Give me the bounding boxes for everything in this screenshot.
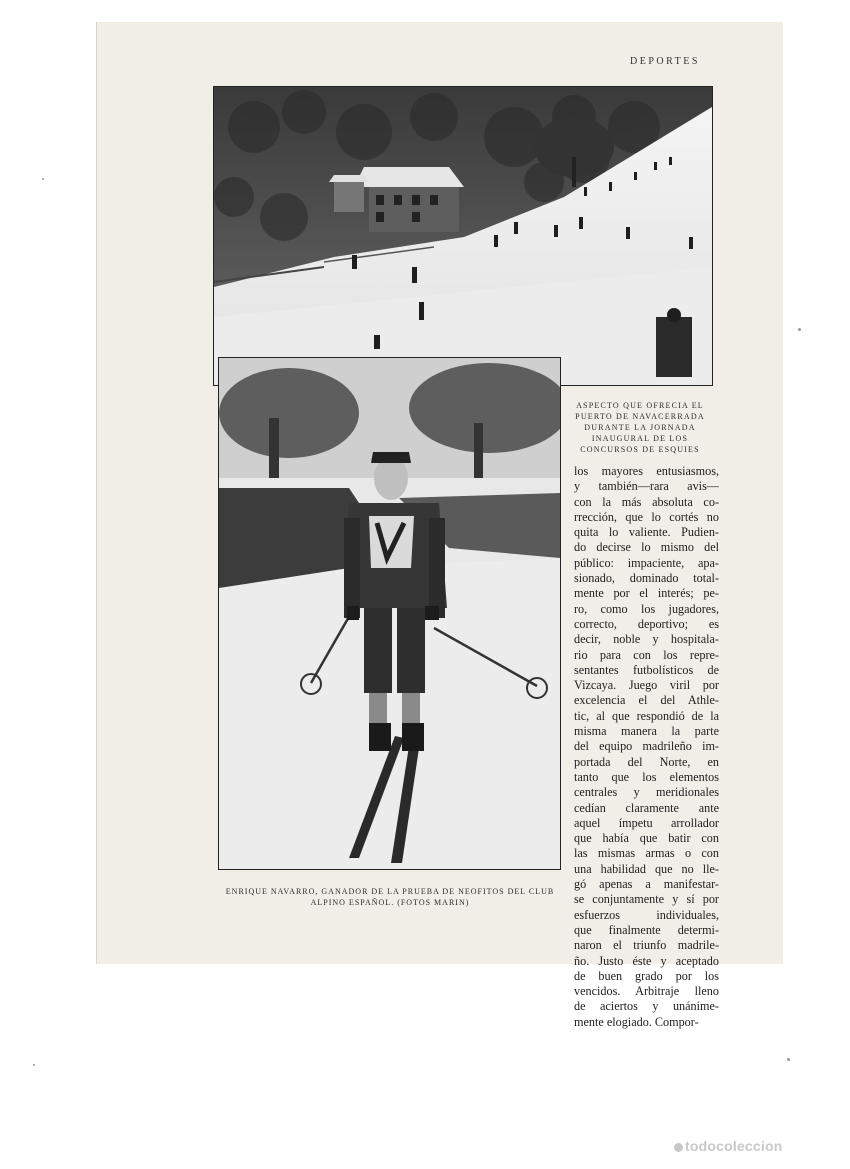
body-line: una habilidad que no lle- [574,861,719,876]
body-line: Vizcaya. Juego viril por [574,678,719,693]
body-line: ño. Justo éste y aceptado [574,953,719,968]
body-line: sionado, dominado total- [574,571,719,586]
body-line: vencidos. Arbitraje lleno [574,984,719,999]
body-line: los mayores entusiasmos, [574,464,719,478]
body-line: del equipo madrileño im- [574,739,719,754]
body-line: tic, al que respondió de la [574,708,719,723]
body-line: que había que batir con [574,831,719,846]
body-line: correcto, deportivo; es [574,616,719,631]
body-line: tanto que los elementos [574,769,719,784]
article-body-column [574,464,719,1030]
photo-top-navacerrada [213,86,713,386]
section-header: DEPORTES [630,56,700,67]
body-line: de buen grado por los [574,968,719,983]
body-line: do decirse lo mismo del [574,540,719,555]
body-line: público: impaciente, apa- [574,555,719,570]
photo-skier-image [219,358,560,869]
caption-navacerrada: ASPECTO QUE OFRECIA EL PUERTO DE NAVACERRADA DURANTE LA JORNADA INAUGURAL DE LOS CONCURSOS DE ESQUIES [575,401,705,454]
body-line: que finalmente determi- [574,922,719,937]
body-line: las mismas armas o con [574,846,719,861]
body-line: centrales y meridionales [574,785,719,800]
body-line: se conjuntamente y sí por [574,892,719,907]
body-line: de aciertos y unánime- [574,999,719,1014]
body-line: naron el triunfo madrile- [574,938,719,953]
body-line: mente por el interés; pe- [574,586,719,601]
body-line: sentantes futbolísticos de [574,662,719,677]
body-line: decir, noble y hospitala- [574,632,719,647]
body-line: esfuerzos individuales, [574,907,719,922]
body-line: quita lo valiente. Pudien- [574,525,719,540]
body-line: excelencia el del Athle- [574,693,719,708]
body-line: ro, como los jugadores, [574,601,719,616]
body-line: y también—rara avis— [574,479,719,494]
body-line: rrección, que lo cortés no [574,509,719,524]
body-line: misma manera la parte [574,724,719,739]
photo-skier-enrique-navarro [218,357,561,870]
body-line: mente elogiado. Compor- [574,1014,699,1029]
body-line: con la más absoluta co- [574,494,719,509]
body-line: gó apenas a manifestar- [574,877,719,892]
watermark-text: todocoleccion [685,1138,783,1154]
watermark-icon [674,1143,683,1152]
body-line: rio para con los repre- [574,647,719,662]
watermark [674,1138,783,1154]
body-line: cedían claramente ante [574,800,719,815]
body-line: portada del Norte, en [574,754,719,769]
body-line: aquel ímpetu arrollador [574,815,719,830]
photo-top-image [214,87,712,385]
caption-skier: ENRIQUE NAVARRO, GANADOR DE LA PRUEBA DE NEOFITOS DEL CLUB ALPINO ESPAÑOL. (FOTOS MARIN) [225,887,555,907]
